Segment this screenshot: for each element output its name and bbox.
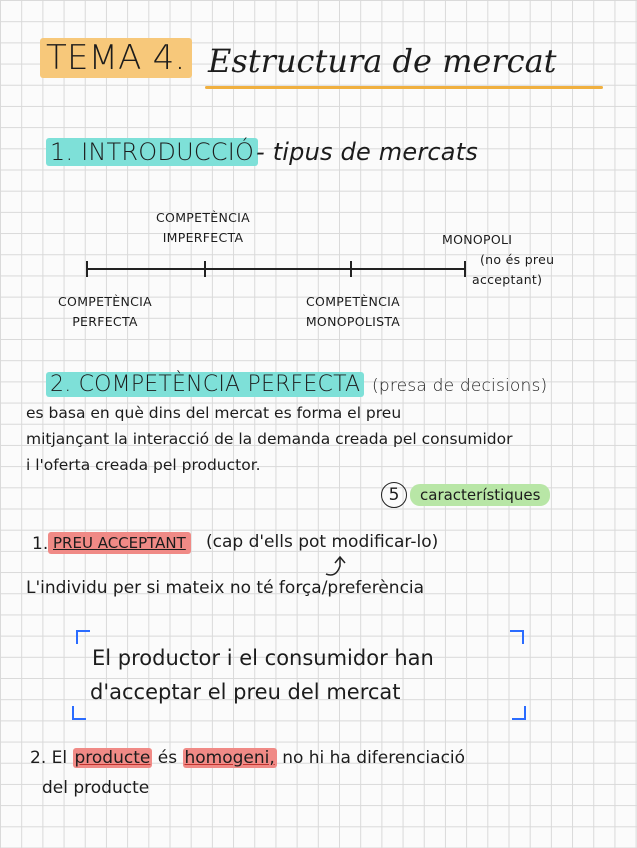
label-imperfect-competition: COMPETÈNCIA IMPERFECTA [156, 210, 250, 245]
item2-line-2: del producte [42, 778, 150, 798]
item2-prefix: 2. El [30, 748, 68, 768]
quote-line-1: El productor i el consumidor han [92, 646, 434, 670]
features-label: característiques [410, 484, 550, 506]
paragraph-line-1: es basa en què dins del mercat es forma el preu [26, 404, 402, 422]
spectrum-line [86, 268, 466, 270]
section1-heading: 1. INTRODUCCIÓ [46, 138, 258, 166]
bracket-bottom-right [512, 706, 526, 720]
item2-mid: és [157, 748, 178, 768]
item1-note: L'individu per si mateix no té força/preferència [26, 578, 425, 598]
section1-subtitle: - tipus de mercats [256, 138, 479, 166]
item2-line-1 [30, 748, 465, 768]
paragraph-line-2: mitjançant la interacció de la demanda creada pel consumidor [26, 430, 513, 448]
bracket-top-right [510, 630, 524, 644]
item2-highlight-product: producte [74, 748, 151, 768]
curved-arrow-icon [322, 556, 352, 578]
item2-highlight-homogeneous: homogeni, [184, 748, 275, 768]
label-monopolistic-competition: COMPETÈNCIA MONOPOLISTA [305, 294, 401, 329]
item1-description: (cap d'ells pot modificar-lo) [206, 532, 439, 552]
item2-rest: no hi ha diferenciació [282, 748, 466, 768]
bracket-bottom-left [72, 706, 86, 720]
bracket-top-left [76, 630, 90, 644]
item1-number: 1. [32, 534, 49, 554]
topic-label: TEMA 4. [40, 38, 192, 78]
page-title: Estructura de mercat [208, 42, 557, 80]
quote-line-2: d'acceptar el preu del mercat [90, 680, 401, 704]
section2-aside: (presa de decisions) [372, 376, 548, 396]
label-perfect-competition: COMPETÈNCIA PERFECTA [58, 294, 152, 329]
label-monopoly: MONOPOLI (no és preu acceptant) [442, 232, 555, 287]
item1-tag: PREU ACCEPTANT [48, 532, 191, 554]
section2-heading: 2. COMPETÈNCIA PERFECTA [46, 372, 364, 397]
paragraph-line-3: i l'oferta creada pel productor. [26, 456, 261, 474]
tick-monopolistic [350, 261, 352, 277]
tick-perfect [86, 261, 88, 277]
title-underline [205, 86, 603, 89]
features-count-circle: 5 [381, 482, 407, 508]
tick-imperfect [204, 261, 206, 277]
